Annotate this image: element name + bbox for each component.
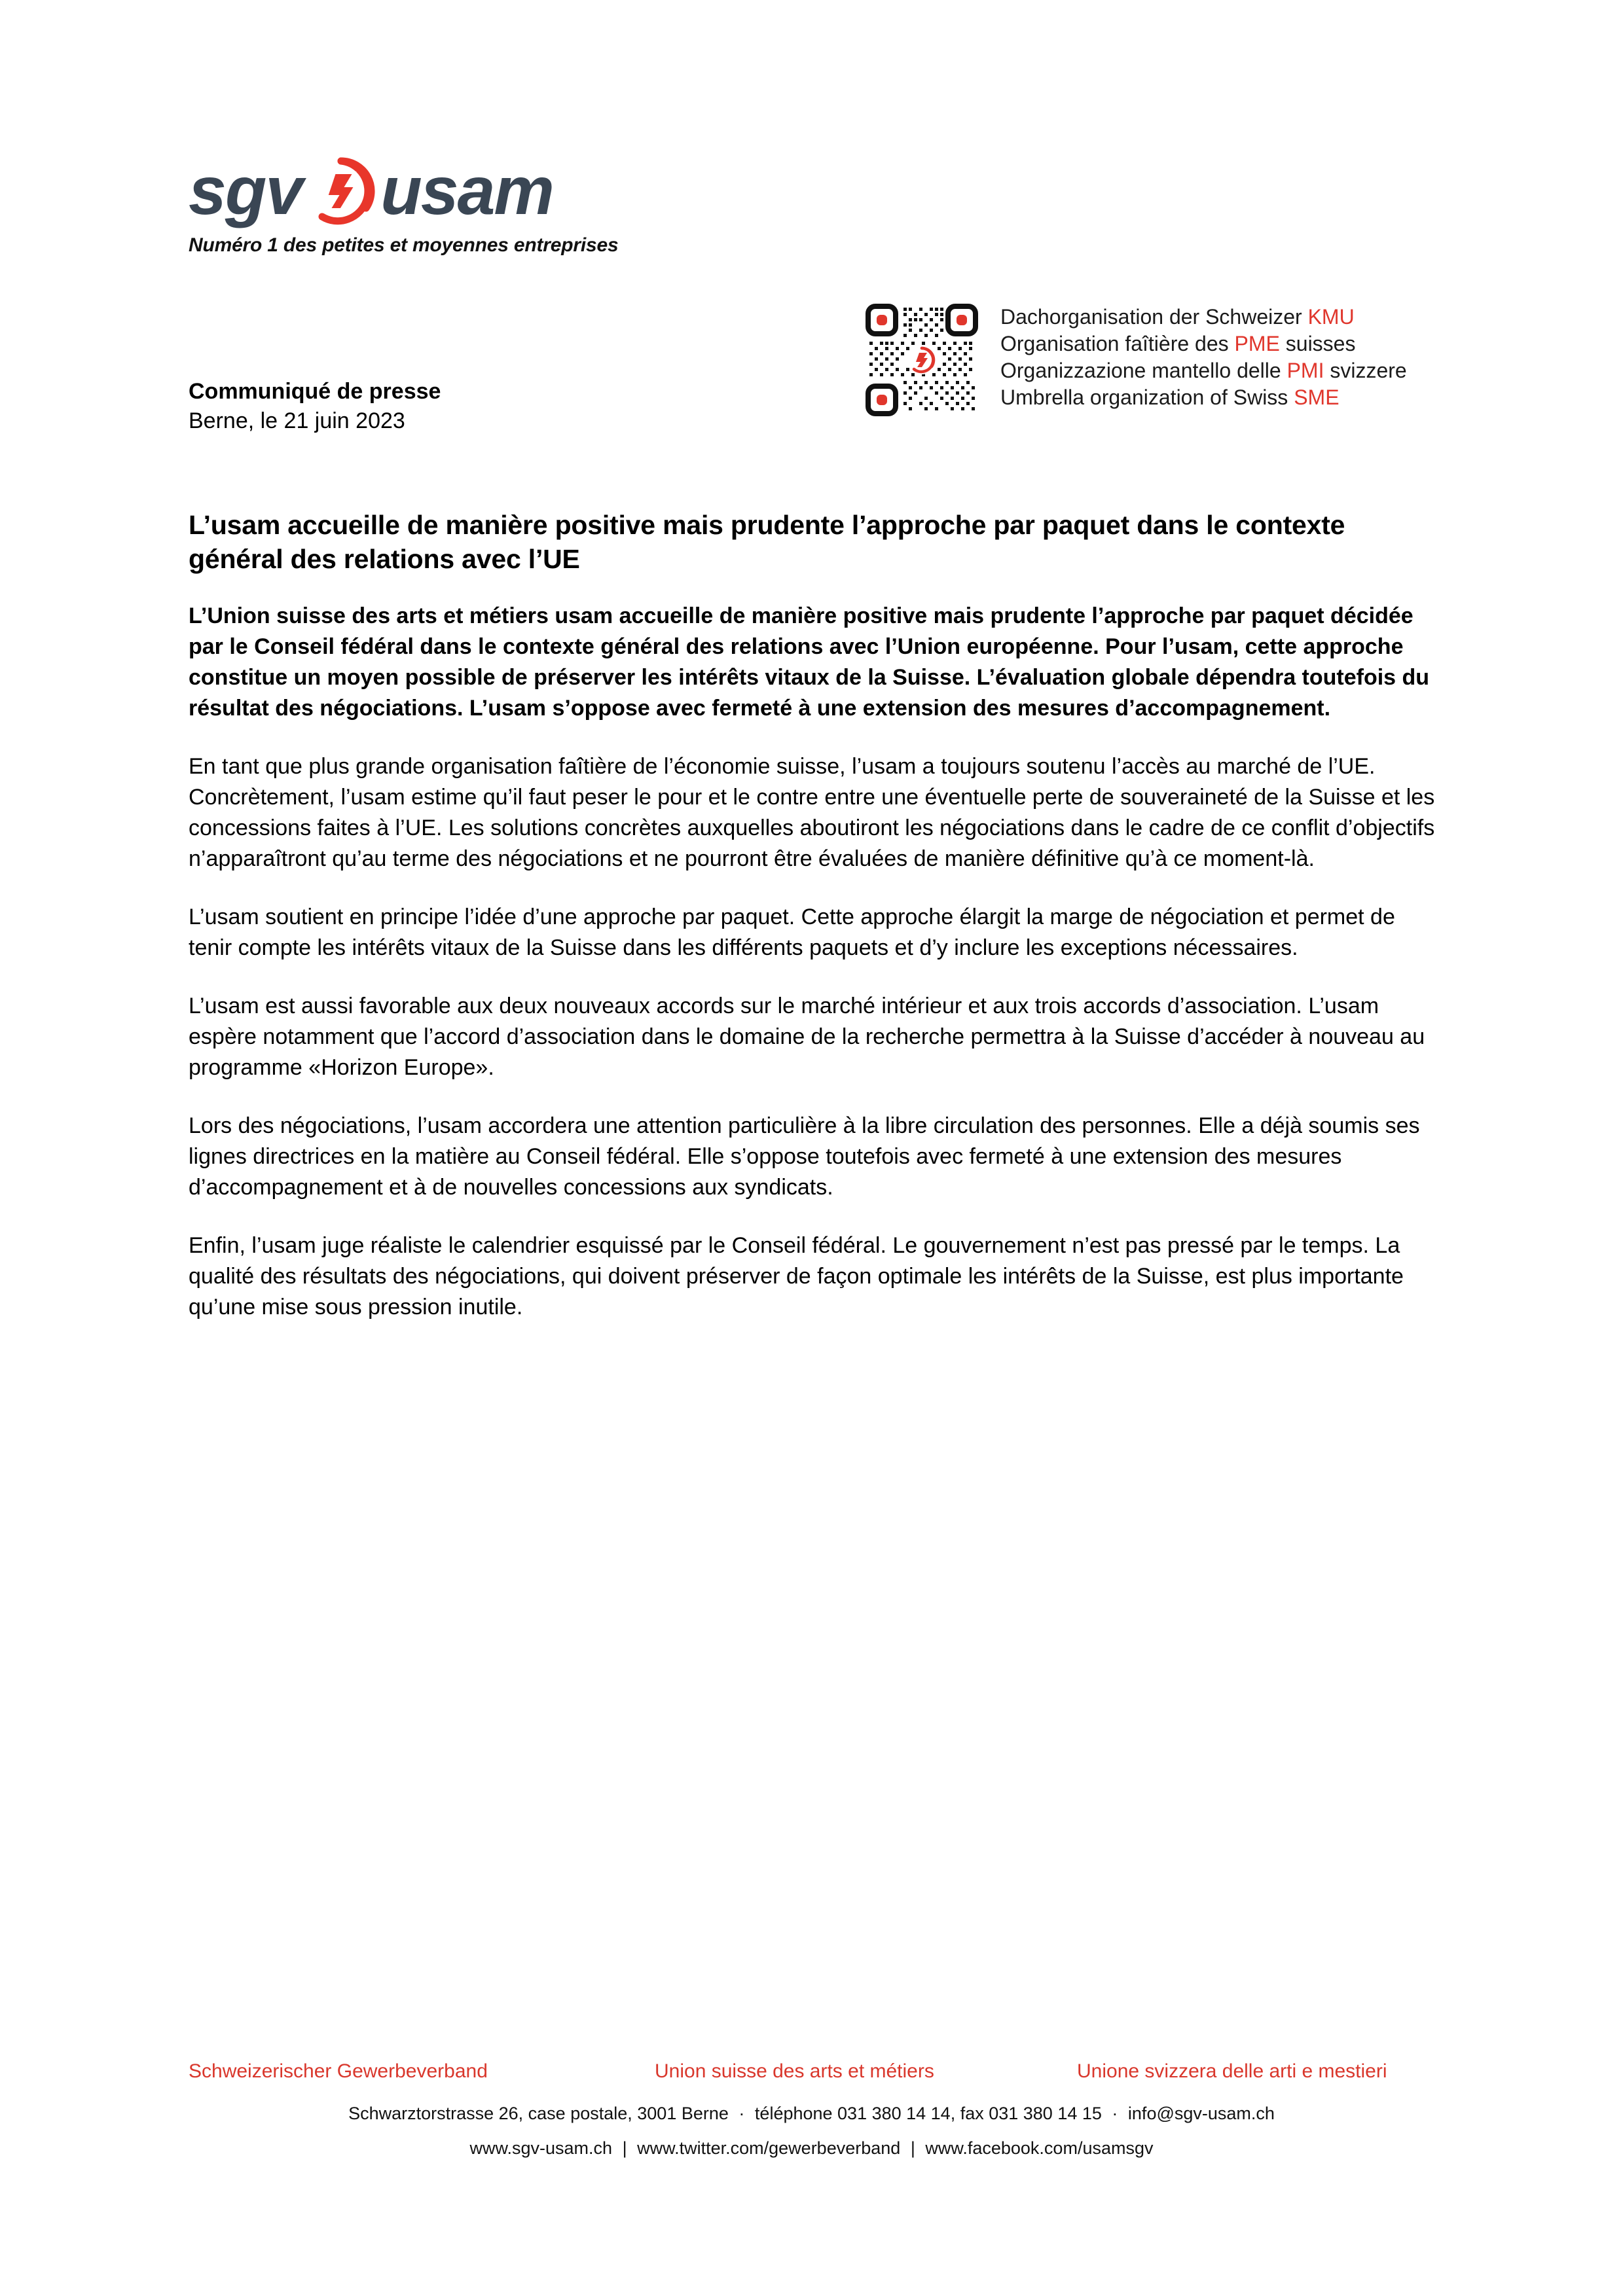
org-line-fr bbox=[1000, 331, 1407, 357]
body-paragraph-3: L’usam est aussi favorable aux deux nouveaux accords sur le marché intérieur et aux trois accords d’association. L’usam espère notamment que l’accord d’association dans le domaine de la recherche permettra à la Suisse d’accéder à nouveau au programme «Horizon Europe». bbox=[189, 994, 1425, 1080]
page-footer bbox=[0, 2060, 1623, 2161]
body-paragraph-2: L’usam soutient en principe l’idée d’une approche par paquet. Cette approche élargit la marge de négociation et permet de tenir compte les intérêts vitaux de la Suisse dans les différents paquets et d’y inclure les exceptions nécessaires. bbox=[189, 905, 1395, 960]
footer-name-fr: Union suisse des arts et métiers bbox=[655, 2060, 934, 2082]
footer-facebook-link[interactable]: www.facebook.com/usamsgv bbox=[925, 2138, 1154, 2158]
footer-link-separator-2: | bbox=[910, 2138, 915, 2158]
org-line-it-prefix: Organizzazione mantello delle bbox=[1000, 359, 1287, 382]
footer-address: Schwarztorstrasse 26, case postale, 3001 Berne bbox=[348, 2104, 729, 2123]
lead-paragraph: L’Union suisse des arts et métiers usam accueille de manière positive mais prudente l’approche par paquet décidée par le Conseil fédéral dans le contexte général des relations avec l’Union européenne. Pour l’usam, cette approche constitue un moyen possible de préserver les intérêts vitaux de la Suisse. L’évaluation globale dépendra toutefois du résultat des négociations. L’usam s’oppose avec fermeté à une extension des mesures d’accompagnement. bbox=[189, 603, 1430, 721]
footer-name-it: Unione svizzera delle arti e mestieri bbox=[1077, 2060, 1387, 2082]
footer-email-link[interactable]: info@sgv-usam.ch bbox=[1127, 2104, 1275, 2123]
footer-separator-2: · bbox=[1112, 2104, 1118, 2123]
org-line-de bbox=[1000, 304, 1407, 331]
org-line-it-accent: PMI bbox=[1286, 359, 1324, 382]
footer-link-separator-1: | bbox=[622, 2138, 627, 2158]
footer-name-de: Schweizerischer Gewerbeverband bbox=[189, 2060, 488, 2082]
sgv-usam-logo bbox=[189, 153, 619, 257]
body-paragraph-4: Lors des négociations, l’usam accordera une attention particulière à la libre circulation des personnes. Elle a déjà soumis ses lignes directrices en la matière au Conseil fédéral. Elle s’oppose toutefois avec fermeté à une extension des mesures d’accompagnement et à de nouvelles concessions aux syndicats. bbox=[189, 1113, 1420, 1200]
org-line-fr-prefix: Organisation faîtière des bbox=[1000, 332, 1235, 355]
footer-phone: téléphone 031 380 14 14, fax 031 380 14 15 bbox=[754, 2104, 1102, 2123]
document-type-label: Communiqué de presse bbox=[189, 379, 441, 404]
org-line-it-suffix: svizzere bbox=[1324, 359, 1407, 382]
org-line-en-prefix: Umbrella organization of Swiss bbox=[1000, 386, 1294, 409]
logo-wordmark bbox=[189, 153, 608, 229]
footer-website-link[interactable]: www.sgv-usam.ch bbox=[469, 2138, 613, 2158]
org-line-fr-suffix: suisses bbox=[1279, 332, 1356, 355]
org-line-de-prefix: Dachorganisation der Schweizer bbox=[1000, 305, 1308, 329]
footer-links-line bbox=[0, 2136, 1623, 2161]
page-title: L’usam accueille de manière positive mais prudente l’approche par paquet dans le contexte général des relations avec l’UE bbox=[189, 510, 1345, 574]
body-paragraph-5: Enfin, l’usam juge réaliste le calendrier esquissé par le Conseil fédéral. Le gouvernement n’est pas pressé par le temps. La qualité des résultats des négociations, qui doivent préserver de façon optimale les intérêts de la Suisse, est plus importante qu’une mise sous pression inutile. bbox=[189, 1233, 1404, 1319]
document-body bbox=[189, 377, 1436, 1345]
org-line-fr-accent: PME bbox=[1234, 332, 1280, 355]
org-line-en-accent: SME bbox=[1294, 386, 1340, 409]
org-line-de-accent: KMU bbox=[1307, 305, 1355, 329]
logo-word-sgv: sgv bbox=[189, 153, 302, 229]
logo-word-usam: usam bbox=[380, 153, 553, 229]
footer-twitter-link[interactable]: www.twitter.com/gewerbeverband bbox=[637, 2138, 901, 2158]
footer-separator-1: · bbox=[739, 2104, 745, 2123]
footer-organization-names bbox=[0, 2060, 1623, 2092]
place-date-line: Berne, le 21 juin 2023 bbox=[189, 408, 405, 433]
logo-tagline: Numéro 1 des petites et moyennes entreprises bbox=[189, 234, 619, 256]
swiss-cross-circle-icon bbox=[306, 156, 376, 226]
footer-contact-line bbox=[0, 2101, 1623, 2126]
body-paragraph-1: En tant que plus grande organisation faîtière de l’économie suisse, l’usam a toujours soutenu l’accès au marché de l’UE. Concrètement, l’usam estime qu’il faut peser le pour et le contre entre une éventuelle perte de souveraineté de la Suisse et les concessions faites à l’UE. Les solutions concrètes auxquelles aboutiront les négociations dans le cadre de ce conflit d’objectifs n’apparaîtront qu’au terme des négociations et ne pourront être évaluées de manière définitive qu’à ce moment-là. bbox=[189, 754, 1435, 871]
